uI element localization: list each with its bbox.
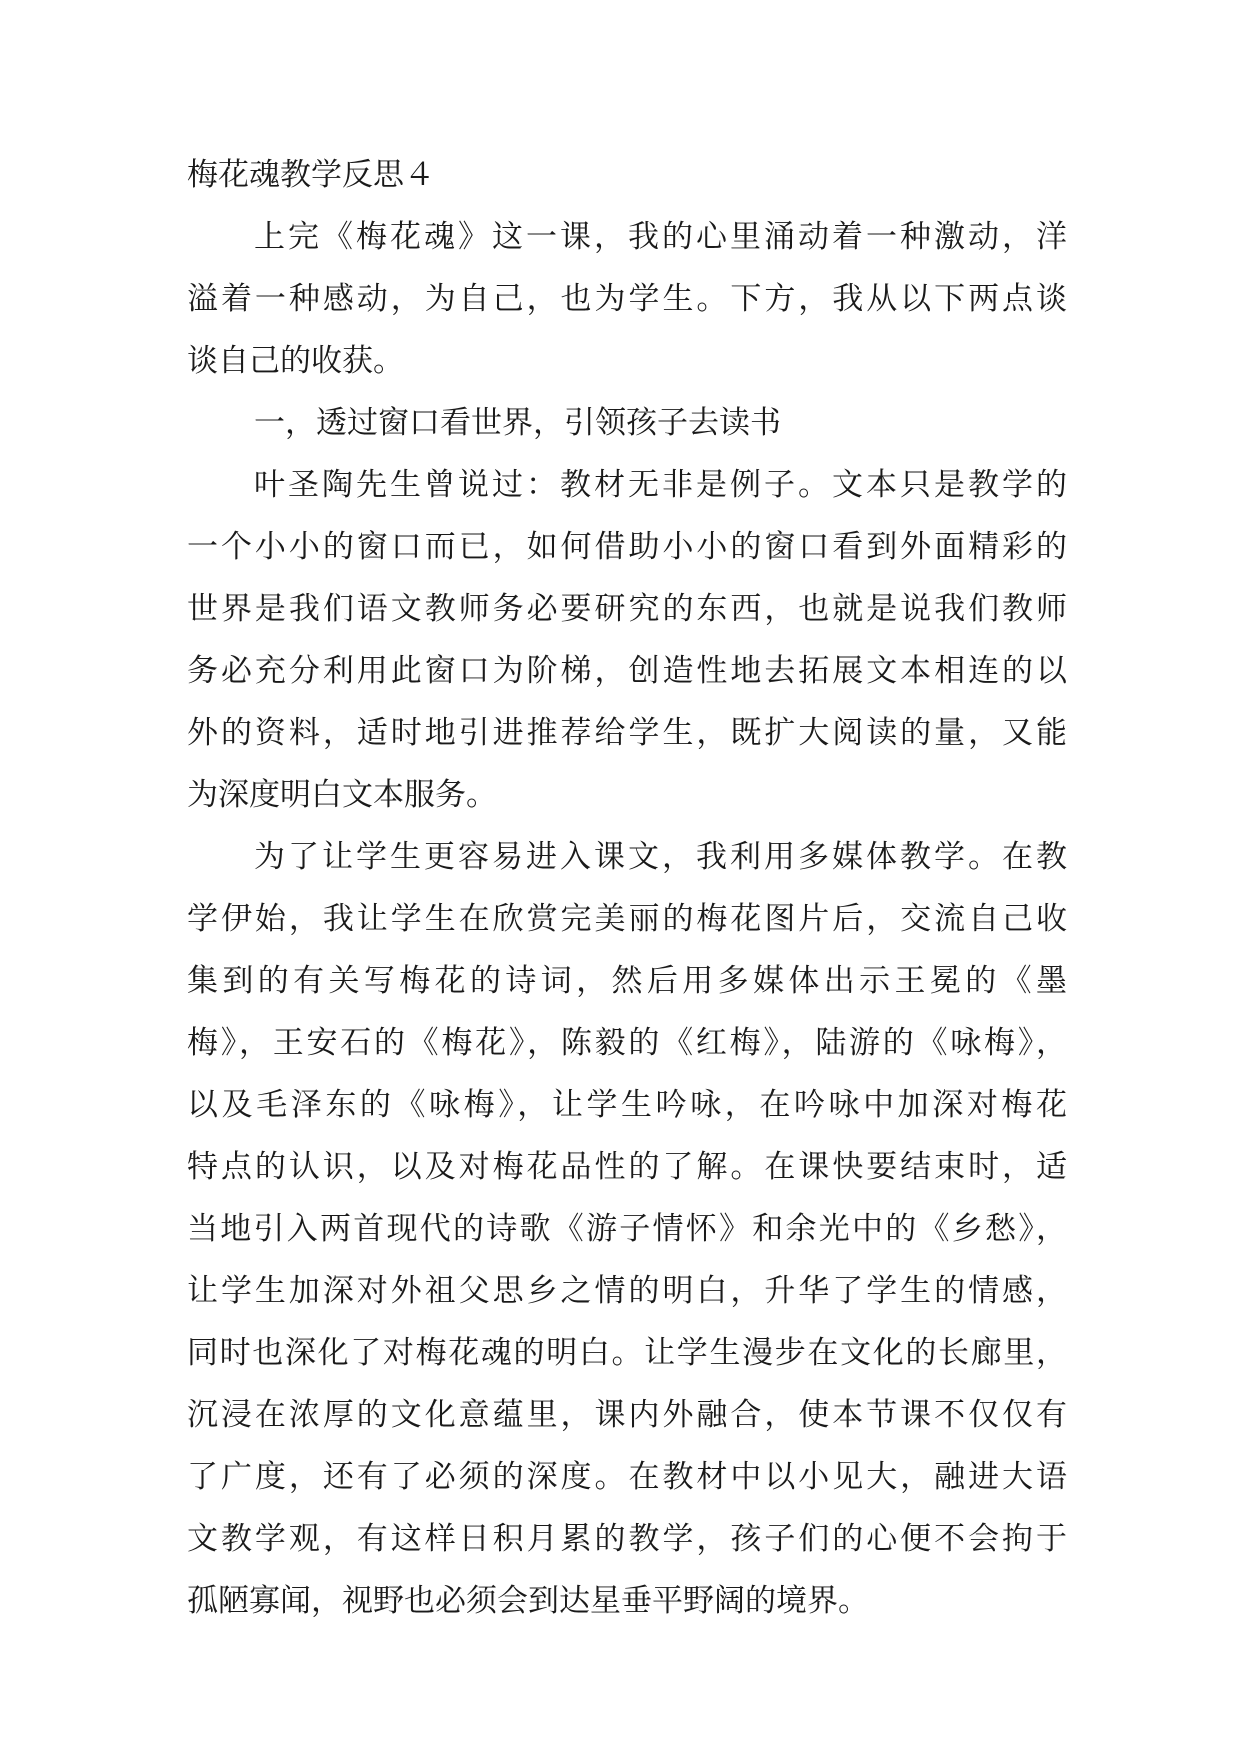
text-line: 沉浸在浓厚的文化意蕴里，课内外融合，使本节课不仅仅有 (187, 1397, 1067, 1433)
text-line: 了广度，还有了必须的深度。在教材中以小见大，融进大语 (187, 1459, 1067, 1495)
document-title: 梅花魂教学反思４ (187, 157, 435, 193)
paragraph (187, 454, 1067, 826)
text-line: 上完《梅花魂》这一课，我的心里涌动着一种激动，洋 (254, 219, 1067, 255)
paragraph (187, 392, 1067, 454)
text-line: 梅》，王安石的《梅花》，陈毅的《红梅》，陆游的《咏梅》， (187, 1025, 1067, 1061)
text-line: 一，透过窗口看世界，引领孩子去读书 (254, 405, 781, 441)
text-line: 世界是我们语文教师务必要研究的东西，也就是说我们教师 (187, 591, 1067, 627)
text-line: 孤陋寡闻，视野也必须会到达星垂平野阔的境界。 (187, 1583, 869, 1619)
text-line: 特点的认识，以及对梅花品性的了解。在课快要结束时，适 (187, 1149, 1067, 1185)
text-line: 以及毛泽东的《咏梅》，让学生吟咏，在吟咏中加深对梅花 (187, 1087, 1067, 1123)
text-line: 叶圣陶先生曾说过：教材无非是例子。文本只是教学的 (254, 467, 1067, 503)
text-line: 学伊始，我让学生在欣赏完美丽的梅花图片后，交流自己收 (187, 901, 1067, 937)
document-body (187, 144, 1067, 1632)
text-line: 当地引入两首现代的诗歌《游子情怀》和余光中的《乡愁》， (187, 1211, 1067, 1247)
text-line: 让学生加深对外祖父思乡之情的明白，升华了学生的情感， (187, 1273, 1067, 1309)
text-line: 溢着一种感动，为自己，也为学生。下方，我从以下两点谈 (187, 281, 1067, 317)
text-line: 谈自己的收获。 (187, 343, 404, 379)
paragraph-list (187, 206, 1067, 1632)
text-line: 集到的有关写梅花的诗词，然后用多媒体出示王冕的《墨 (187, 963, 1067, 999)
text-line: 文教学观，有这样日积月累的教学，孩子们的心便不会拘于 (187, 1521, 1067, 1557)
text-line: 为了让学生更容易进入课文，我利用多媒体教学。在教 (254, 839, 1067, 875)
text-line: 一个小小的窗口而已，如何借助小小的窗口看到外面精彩的 (187, 529, 1067, 565)
text-line: 外的资料，适时地引进推荐给学生，既扩大阅读的量，又能 (187, 715, 1067, 751)
paragraph (187, 206, 1067, 392)
text-line: 为深度明白文本服务。 (187, 777, 497, 813)
paragraph (187, 826, 1067, 1632)
text-line: 同时也深化了对梅花魂的明白。让学生漫步在文化的长廊里， (187, 1335, 1067, 1371)
text-line: 务必充分利用此窗口为阶梯，创造性地去拓展文本相连的以 (187, 653, 1067, 689)
